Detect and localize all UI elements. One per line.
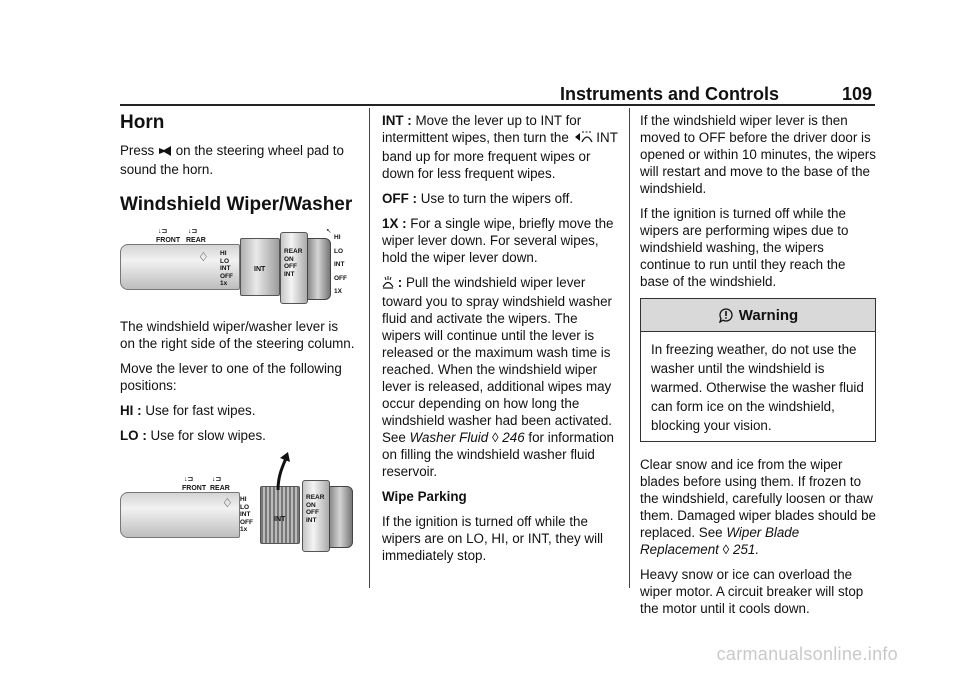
lever-end-cap: [307, 238, 331, 300]
wiper-move-text: Move the lever to one of the following positions:: [120, 361, 342, 393]
column-divider-1: [369, 108, 370, 588]
horn-text: Press on the steering wheel pad to sound the horn.: [120, 143, 344, 177]
warning-title: Warning: [738, 306, 799, 324]
horn-icon: [158, 144, 172, 161]
onex-position: 1X : For a single wipe, briefly move the wiper lever down. For several wipes, hold the wiper lever down.: [382, 216, 614, 265]
wiper-intro: The windshield wiper/washer lever is on the right side of the steering column.: [120, 319, 355, 351]
off-position: OFF : Use to turn the wipers off.: [382, 191, 574, 206]
watermark: carmanualsonline.info: [716, 644, 898, 664]
rear-label: REAR: [186, 237, 206, 244]
front-washer-icon: ↓⊐: [158, 228, 168, 235]
horn-heading: Horn: [120, 112, 165, 133]
warning-header: [641, 299, 875, 332]
page-header-title: Instruments and Controls: [560, 84, 780, 104]
washer-position: : Pull the windshield wiper lever toward you to spray windshield washer fluid and activate the wipers. The wipers will continue until the lever is released or the maximum wash time is reached. When the windshield wiper lever is released, additional wipes may occur depending on how long the windshield washer had been activated. See Washer Fluid ◊ 246 for information on filling the windshield washer fluid reservoir.: [382, 275, 614, 479]
column-1: [120, 112, 356, 564]
column-divider-2: [629, 108, 630, 588]
washer-fluid-link[interactable]: Washer Fluid: [409, 430, 489, 445]
page-number: 109: [842, 84, 873, 104]
page-ref-icon: ◊: [491, 430, 499, 445]
lo-position: LO : Use for slow wipes.: [120, 428, 266, 443]
hi-position: HI : Use for fast wipes.: [120, 403, 256, 418]
wiper-lever-figure: [120, 224, 356, 306]
int-position: INT : Move the lever up to INT for intermittent wipes, then turn the INT band up for more frequent wipes or down for less frequent wipes.: [382, 113, 618, 181]
front-washer-icon-2: ↓⊐: [184, 476, 194, 483]
side-position-labels: HI LO INT OFF 1X: [334, 234, 347, 295]
header-divider: [120, 104, 875, 106]
overload-text: Heavy snow or ice can overload the wiper motor. A circuit breaker will stop the motor until it cools down.: [640, 567, 864, 616]
lever-arrow-up-icon: ↖: [326, 228, 332, 235]
front-label: FRONT: [156, 237, 181, 244]
page-ref-icon-2: ◊: [722, 542, 730, 557]
warning-box: [640, 298, 876, 442]
rotate-arrow-icon: [272, 452, 296, 496]
wiper-symbol-icon: ♢: [198, 250, 209, 264]
wiper-symbol-icon-2: ♢: [222, 496, 233, 510]
position-labels: HI LO INT OFF 1x: [220, 250, 233, 287]
column-2: [382, 112, 618, 572]
wiper-heading: Windshield Wiper/Washer: [120, 194, 353, 215]
rear-positions: REAR ON OFF INT: [284, 248, 303, 278]
position-labels-2: HI LO INT OFF 1x: [240, 496, 253, 533]
lever-end-cap-2: [329, 486, 353, 548]
warning-icon: [718, 307, 734, 323]
rear-positions-2: REAR ON OFF INT: [306, 494, 325, 524]
snow-text: Clear snow and ice from the wiper blades before using them. If frozen to the windshield, carefully loosen or thaw them. Damaged wiper blades should be replaced. See Wiper Blade Replacement ◊ 251.: [640, 457, 876, 557]
wipe-parking-heading: Wipe Parking: [382, 489, 467, 504]
rear-washer-icon: ↓⊐: [188, 228, 198, 235]
wipe-parking-text-3: If the ignition is turned off while the wipers are performing wipes due to windshield washing, the wipers continue to run until they reach the base of the windshield.: [640, 206, 849, 289]
column-3: [640, 112, 876, 625]
washer-front-icon: [382, 275, 394, 293]
wiper-blade-page[interactable]: 251: [733, 542, 756, 557]
int-band-figure: ↓⊐ FRONT ↓⊐ REAR ♢ HI LO INT OFF 1x INT REAR ON OFF INT: [120, 452, 356, 552]
wipe-parking-text: If the ignition is turned off while the wipers are on LO, HI, or INT, they will immediately stop.: [382, 514, 604, 563]
rear-washer-icon-2: ↓⊐: [212, 476, 222, 483]
wipe-parking-text-2: If the windshield wiper lever is then moved to OFF before the driver door is opened or within 10 minutes, the wipers will restart and move to the base of the windshield.: [640, 113, 876, 196]
int-band-label: INT: [254, 266, 266, 273]
wiper-blade-link[interactable]: Wiper Blade Replacement: [640, 525, 800, 557]
int-band-wiper-icon: [573, 130, 593, 148]
washer-fluid-page[interactable]: 246: [502, 430, 525, 445]
warning-body: In freezing weather, do not use the washer until the windshield is warmed. Otherwise the washer fluid can form ice on the windshield, blocking your vision.: [651, 342, 864, 433]
